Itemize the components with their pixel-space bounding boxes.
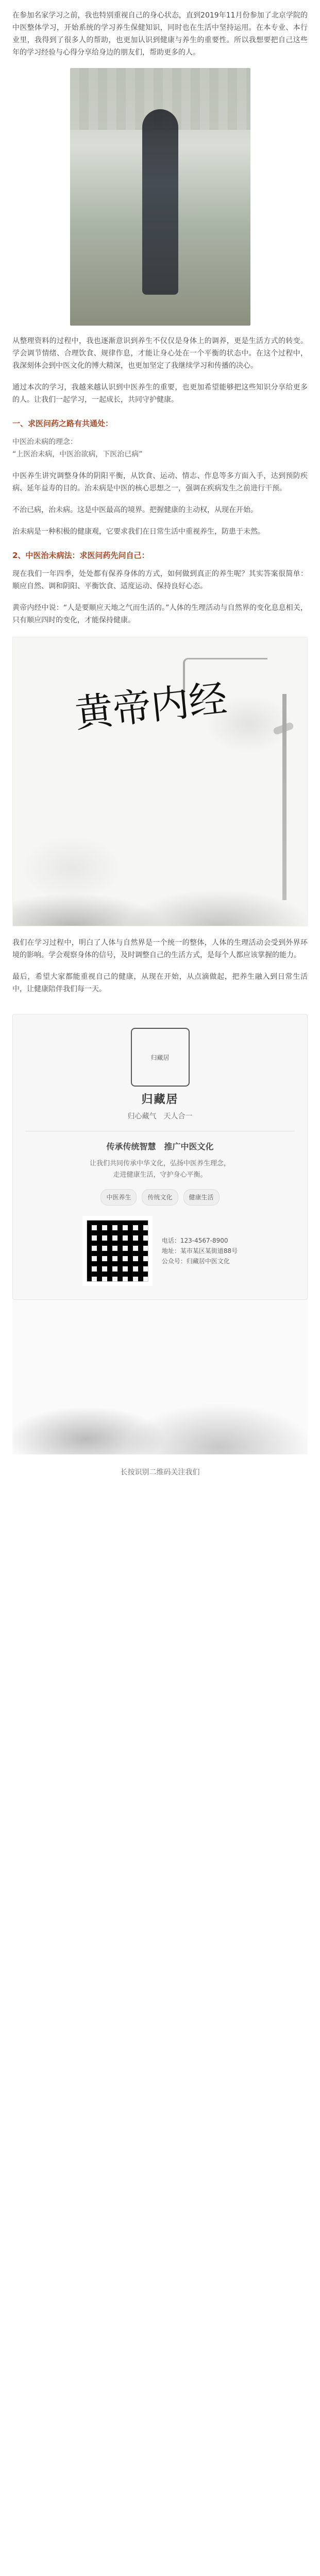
section-3-paragraph-1: 我们在学习过程中，明白了人体与自然界是一个统一的整体，人体的生理活动会受到外界环境的影响。学会观察身体的信号，及时调整自己的生活方式，是每个人都应该掌握的能力。 [12,939,308,959]
contact-info [25,1216,295,1286]
card-title: 传承传统智慧 推广中医文化 [106,1142,214,1151]
badge-1: 中医养生 [100,1189,137,1206]
qr-code-icon[interactable] [82,1216,153,1286]
contact-text: 电话：123-4567-8900 地址：某市某区某街道88号 公众号：归藏居中医文化 [161,1237,238,1265]
section-2-paragraph-1: 现在我们一年四季，处处都有保养身体的方式，如何做到真正的养生呢？其实答案很简单：顺应自然、调和阴阳、平衡饮食、适度运动、保持良好心态。 [12,570,308,590]
intro-paragraph-1: 在参加名家学习之前，我也特别重视自己的身心状态，直到2019年11月份参加了北京学院的中医整体学习，开始系统的学习养生保健知识，同时也在生活中坚持运用。在本专业、本行业里，我得到了很多人的帮助，也更加认识到健康与养生的重要性。所以我想要把自己这些年的学习经验与心得分享给身边的朋友们，帮助更多的人。 [12,11,308,57]
bottom-ink-art [12,1300,308,1454]
portrait-image [70,68,250,326]
brand-card [12,1014,308,1300]
section-1-paragraph-1: 中医养生讲究调整身体的阴阳平衡，从饮食、运动、情志、作息等多方面入手，达到预防疾病、延年益寿的目的。治未病是中医的核心思想之一，强调在疾病发生之前进行干预。 [12,472,308,493]
badge-2: 传统文化 [142,1189,178,1206]
section-1-title: 一、求医问药之路有共通处： [12,419,113,428]
section-1-paragraph-3: 治未病是一种积极的健康观，它要求我们在日常生活中重视养生，防患于未然。 [12,528,265,536]
intro-paragraph-3: 通过本次的学习，我越来越认识到中医养生的重要，也更加希望能够把这些知识分享给更多的人。让我们一起学习，一起成长，共同守护健康。 [12,383,308,404]
section-2-paragraph-2: 黄帝内经中说：“人是要顺应天地之气而生活的。”人体的生理活动与自然界的变化息息相关，只有顺应四时的变化，才能保持健康。 [12,604,308,624]
brand-logo-text: 归藏居 [150,1054,170,1061]
brand-slogan: 归心藏气 天人合一 [127,1112,193,1121]
brand-logo [131,1028,190,1087]
ink-mountain-icon [13,854,307,926]
section-3-paragraph-2: 最后，希望大家都能重视自己的健康，从现在开始，从点滴做起，把养生融入到日常生活中，让健康陪伴我们每一天。 [12,973,308,993]
section-1-paragraph-2: 不治已病，治未病。这是中医最高的境界。把握健康的主动权，从现在开始。 [12,506,258,514]
tag-badges [25,1189,295,1206]
card-lines: 让我们共同传承中华文化，弘扬中医养生理念， 走进健康生活，守护身心平衡。 [89,1160,230,1179]
badge-3: 健康生活 [183,1189,220,1206]
brand-name: 归藏居 [141,1093,179,1106]
section-2-title: 2、中医治未病法：求医问药先问自己： [12,551,149,560]
ink-calligraphy-title [73,676,229,737]
portrait-photo [0,68,320,326]
intro-paragraph-2: 从整理资料的过程中，我也逐渐意识到养生不仅仅是身体上的调养，更是生活方式的转变。学会调节情绪、合理饮食、规律作息，才能让身心处在一个平衡的状态中。在这个过程中，我深刻体会到中医文化的博大精深，也更加坚定了我继续学习和传播的决心。 [12,337,308,370]
section-1-quote: 中医治未病的理念： “上医治未病，中医治欲病，下医治已病” [12,438,143,459]
follow-prompt: 长按识别二维码关注我们 [120,1468,200,1477]
ink-painting [12,637,308,926]
ink-title-text: 黄帝内经 [73,676,229,737]
photo-person [142,109,178,295]
